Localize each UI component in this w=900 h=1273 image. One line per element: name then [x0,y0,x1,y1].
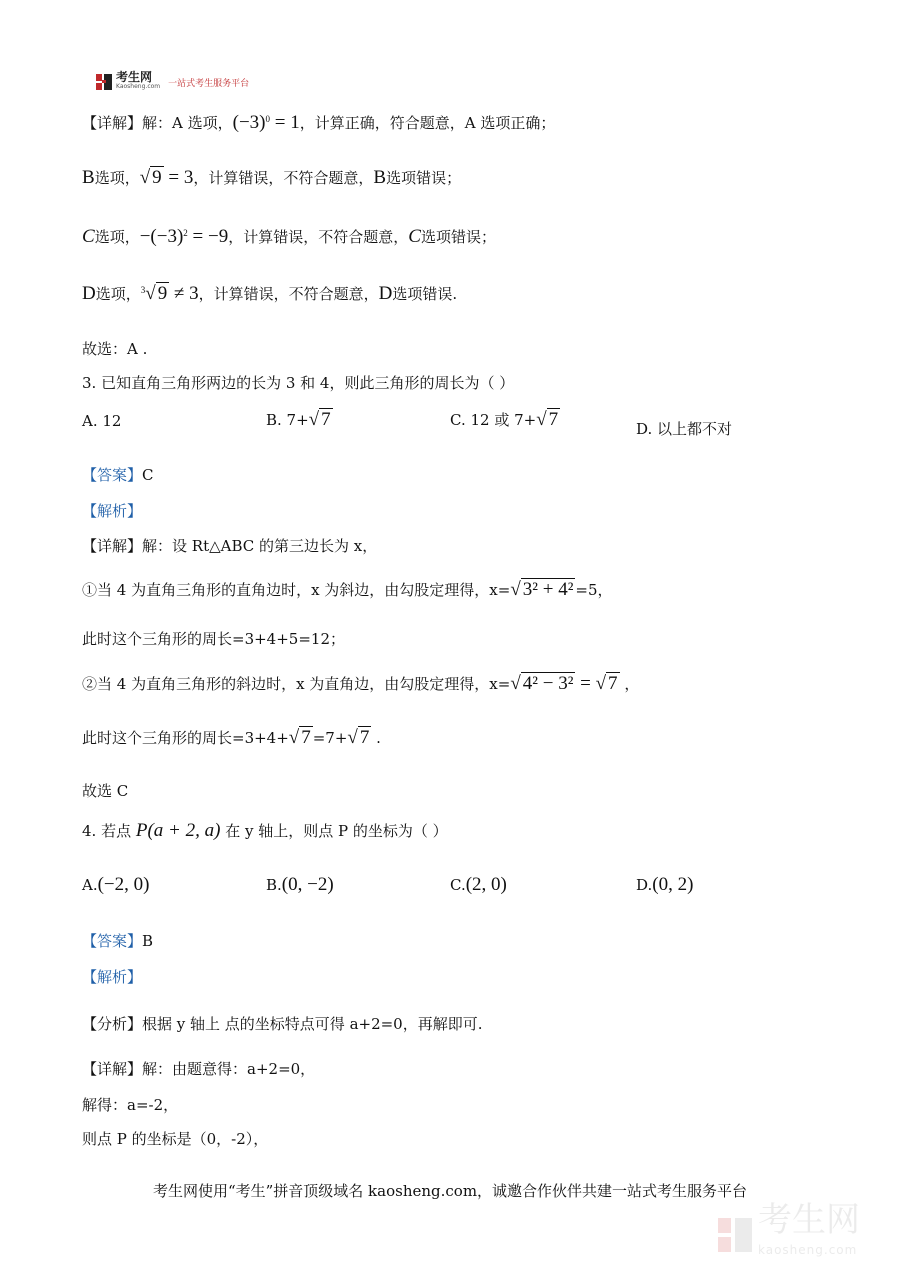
q4-solve: 解得：a=-2， [82,1096,179,1114]
q4-stem: 4. 若点 P(a + 2, a) 在 y 轴上，则点 P 的坐标为（ ） [82,820,448,841]
q3-case2-result: 此时这个三角形的周长=3+4+√ 7 =7+√ 7 . [82,727,381,748]
q4-analysis-tag: 【解析】 [82,968,143,986]
q3-case1: ①当 4 为直角三角形的直角边时，x 为斜边，由勾股定理得，x=√ 3² + 4² =5， [82,579,613,600]
q4-option-d: D.(0, 2) [636,874,694,895]
q2-line-b: B选项，√ 9 = 3，计算错误，不符合题意，B选项错误； [82,167,462,188]
brand-name: 考生网 Kaosheng.com [116,70,161,90]
q2-line-c: C选项，$-(-3)^2 = -9$，计算错误，不符合题意，C选项错误； [82,226,496,247]
watermark-brand: 考生网 kaosheng.com [758,1200,860,1257]
q3-option-a: A. 12 [82,412,122,430]
q3-case2: ②当 4 为直角三角形的斜边时，x 为直角边，由勾股定理得，x=√ 4² − 3² = √ 7 ， [82,673,640,694]
page-footer: 考生网使用“考生”拼音顶级域名 kaosheng.com，诚邀合作伙伴共建一站式考生服务平台 [152,1182,748,1200]
q2-line-a: 【详解】解：A 选项，$(-3)^0 = 1$，计算正确，符合题意，A 选项正确； [82,112,556,133]
q3-option-c: C. 12 或 7+√ 7 [450,409,559,430]
q3-detail: 【详解】解：设 Rt△ABC 的第三边长为 x， [82,537,378,555]
q4-detail: 【详解】解：由题意得：a+2=0， [82,1060,316,1078]
q4-option-b: B.(0, −2) [266,874,334,895]
q4-option-c: C.(2, 0) [450,874,507,895]
q4-answer: 【答案】B [82,932,154,950]
q4-fenxi: 【分析】根据 y 轴上 点的坐标特点可得 a+2=0，再解即可. [82,1015,483,1033]
q3-option-b: B. 7+√ 7 [266,409,331,430]
watermark-logo-icon [718,1218,752,1252]
q2-line-d: D选项，$^3$√ 9 ≠ 3，计算错误，不符合题意，D选项错误. [82,283,458,304]
watermark [718,1200,860,1265]
header-logo [96,72,249,92]
q3-answer: 【答案】C [82,466,154,484]
q3-option-d: D. 以上都不对 [636,420,733,438]
q4-result: 则点 P 的坐标是（0，-2）， [82,1130,269,1148]
q3-conclusion: 故选 C [82,782,129,800]
sqrt-9: √ 9 [139,167,162,188]
q3-analysis-tag: 【解析】 [82,502,143,520]
q3-stem: 3. 已知直角三角形两边的长为 3 和 4，则此三角形的周长为（ ） [82,374,515,392]
brand-slogan: 一站式考生服务平台 [168,78,250,89]
kaosheng-logo-icon [96,74,112,90]
q2-conclusion: 故选：A . [82,340,148,358]
cube-root-9: √ 9 [145,283,168,304]
q3-case1-result: 此时这个三角形的周长=3+4+5=12； [82,630,345,648]
q4-option-a: A.(−2, 0) [82,874,150,895]
